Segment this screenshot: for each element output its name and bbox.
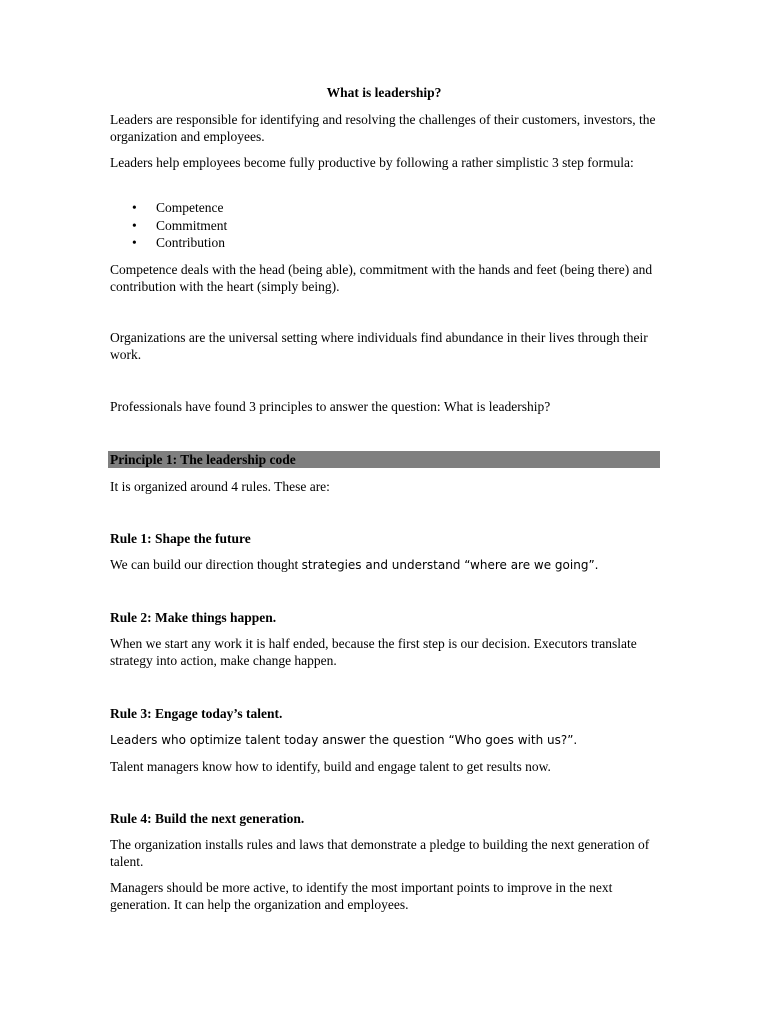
bullet-icon: • (132, 235, 137, 250)
competence-paragraph: Competence deals with the head (being able), commitment with the hands and feet (being there) and contribution with the heart (simply being). (110, 262, 653, 294)
bullet-icon: • (132, 217, 137, 233)
rule-3-text-2: Talent managers know how to identify, build and engage talent to get results now. (110, 759, 551, 774)
list-item (110, 234, 510, 252)
intro-paragraph-1: Leaders are responsible for identifying and resolving the challenges of their customers, investors, the organization and employees. (110, 112, 656, 144)
list-item-label: Contribution (156, 235, 226, 250)
list-item (110, 217, 510, 235)
rules-intro-paragraph: It is organized around 4 rules. These are: (110, 479, 330, 494)
principle-1-heading: Principle 1: The leadership code (110, 452, 296, 467)
rule-2-text: When we start any work it is half ended, because the first step is our decision. Executors translate strategy into action, make change happen. (110, 636, 637, 668)
rule-2-heading: Rule 2: Make things happen. (110, 610, 277, 625)
list-item (110, 199, 510, 217)
rule-1-heading: Rule 1: Shape the future (110, 531, 251, 546)
document-title: What is leadership? (326, 85, 442, 100)
bullet-icon: • (132, 200, 137, 215)
rule-4-text-2: Managers should be more active, to identify the most important points to improve in the next generation. It can help the organization and employees. (110, 880, 613, 912)
formula-list (110, 199, 510, 252)
rule-3-text-1: Leaders who optimize talent today answer the question “Who goes with us?”. (110, 733, 578, 747)
rule-3-heading: Rule 3: Engage today’s talent. (110, 706, 283, 721)
professionals-paragraph: Professionals have found 3 principles to answer the question: What is leadership? (110, 399, 551, 414)
rule-1-text-part-2: strategies and understand “where are we going”. (301, 558, 599, 572)
rule-4-text-1: The organization installs rules and laws that demonstrate a pledge to building the next generation of talent. (110, 837, 650, 869)
list-item-label: Commitment (156, 217, 228, 233)
intro-paragraph-2: Leaders help employees become fully productive by following a rather simplistic 3 step formula: (110, 155, 634, 170)
rule-1-text (110, 556, 662, 574)
organizations-paragraph: Organizations are the universal setting where individuals find abundance in their lives through their work. (110, 330, 648, 362)
list-item-label: Competence (156, 200, 224, 215)
rule-1-text-part-1: We can build our direction thought (110, 557, 302, 572)
rule-4-heading: Rule 4: Build the next generation. (110, 811, 305, 826)
